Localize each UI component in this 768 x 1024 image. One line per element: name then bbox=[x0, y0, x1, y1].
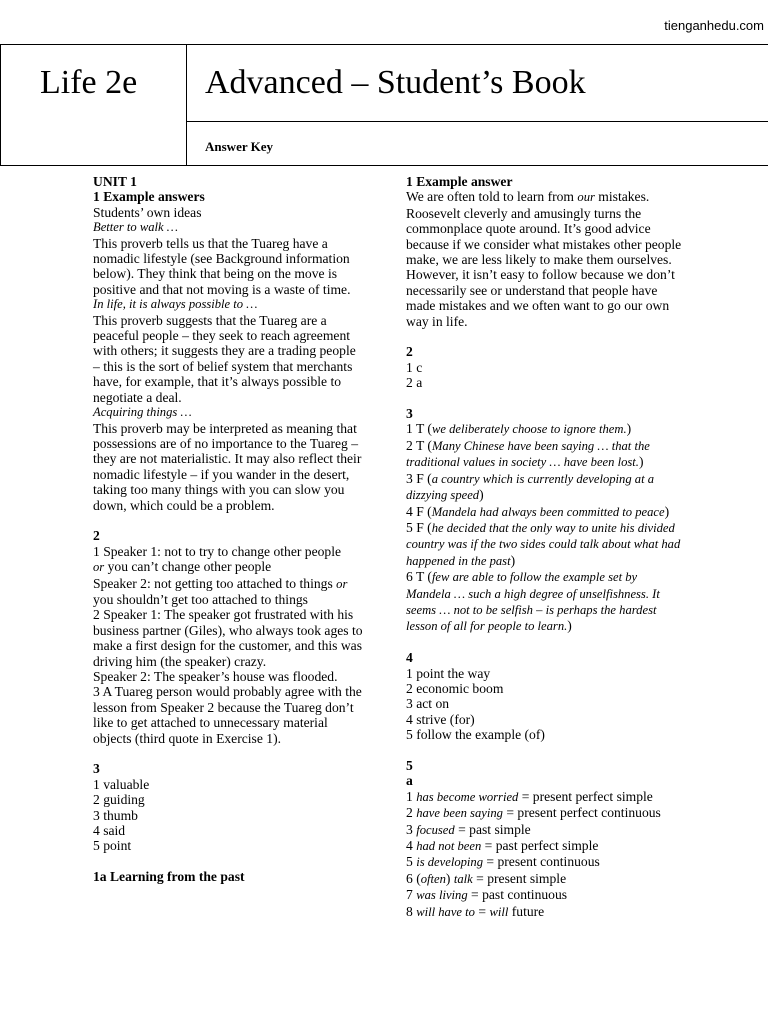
list-item: 1 c bbox=[406, 359, 423, 375]
answer-key-label: Answer Key bbox=[205, 139, 274, 154]
list-item: 5 is developing = present continuous bbox=[406, 854, 600, 870]
list-item: 5 follow the example (of) bbox=[406, 727, 545, 743]
list-item: 1 has become worried = present perfect simple bbox=[406, 788, 653, 804]
answer-text: 1 Speaker 1: not to try to change other people or you can’t change other people bbox=[93, 543, 342, 575]
header-table bbox=[0, 44, 768, 166]
list-item: 6 T (few are able to follow the example set by Mandela … such a high degree of unselfishness. It seems … not to be selfish – is perhaps the hardest lesson of all for people to learn.) bbox=[406, 569, 660, 634]
list-item: 2 a bbox=[406, 375, 423, 391]
list-item: 3 focused = past simple bbox=[406, 821, 531, 837]
site-watermark: tienganhedu.com bbox=[664, 18, 764, 33]
right-column bbox=[406, 174, 682, 920]
exercise-heading: 3 bbox=[93, 761, 100, 777]
list-item: 8 will have to = will future bbox=[406, 903, 545, 919]
answer-paragraph: This proverb may be interpreted as meaning that possessions are of no importance to the Tuareg – they are not materialistic. It may also reflect their nomadic lifestyle – if you wander in the desert, taking too many things with you can slow you down, which could be a problem. bbox=[93, 420, 362, 513]
exercise-heading: 4 bbox=[406, 650, 413, 666]
answer-paragraph: This proverb tells us that the Tuareg have a nomadic lifestyle (see Background information below). They think that being on the move is positive and that not moving is a waste of time. bbox=[93, 235, 351, 297]
exercise-heading: 1 Example answers bbox=[93, 189, 205, 205]
exercise-heading: 5 bbox=[406, 757, 413, 773]
answer-paragraph: This proverb suggests that the Tuareg are a peaceful people – they seek to reach agreement with others; it suggests they are a trading people – this is the sort of belief system that merchants have, for example, that it’s always possible to negotiate a deal. bbox=[93, 312, 356, 405]
list-item: 2 T (Many Chinese have been saying … that the traditional values in society … have been lost.) bbox=[406, 437, 650, 470]
header-divider-vertical bbox=[186, 45, 187, 165]
answer-text: Speaker 2: not getting too attached to things or you shouldn’t get too attached to things bbox=[93, 575, 348, 607]
list-item: 7 was living = past continuous bbox=[406, 887, 568, 903]
list-item: 4 F (Mandela had always been committed to peace) bbox=[406, 503, 670, 519]
answer-text: Speaker 2: The speaker’s house was flooded. bbox=[93, 668, 338, 684]
list-item: 2 guiding bbox=[93, 792, 145, 808]
proverb-quote: Acquiring things … bbox=[93, 405, 192, 420]
exercise-subheading: a bbox=[406, 773, 413, 789]
list-item: 2 economic boom bbox=[406, 680, 504, 696]
course-title: Life 2e bbox=[40, 64, 138, 101]
book-title: Advanced – Student’s Book bbox=[205, 64, 586, 101]
proverb-quote: In life, it is always possible to … bbox=[93, 297, 258, 312]
unit-heading: UNIT 1 bbox=[93, 174, 137, 189]
list-item: 1 T (we deliberately choose to ignore them.) bbox=[406, 421, 632, 437]
exercise-heading: 1 Example answer bbox=[406, 174, 513, 189]
list-item: 4 said bbox=[93, 823, 126, 839]
list-item: 3 F (a country which is currently developing at a dizzying speed) bbox=[406, 470, 655, 503]
answer-text: Students’ own ideas bbox=[93, 204, 202, 220]
proverb-quote: Better to walk … bbox=[93, 220, 178, 235]
list-item: 3 thumb bbox=[93, 807, 138, 823]
list-item: 6 (often) talk = present simple bbox=[406, 870, 567, 886]
answer-paragraph: We are often told to learn from our mistakes. Roosevelt cleverly and amusingly turns the commonplace quote around. It’s good advice because if we consider what mistakes other people make, we are less likely to make them ourselves. However, it isn’t easy to follow because we don’t necessarily see or understand that people have made mistakes and we often want to go our own way in life. bbox=[406, 189, 682, 329]
left-column bbox=[93, 174, 365, 885]
list-item: 1 point the way bbox=[406, 665, 491, 681]
list-item: 2 have been saying = present perfect continuous bbox=[406, 805, 661, 821]
exercise-heading: 2 bbox=[406, 344, 413, 360]
list-item: 5 F (he decided that the only way to unite his divided country was if the two sides could talk about what had happened in the past) bbox=[406, 519, 681, 568]
answer-text: 3 A Tuareg person would probably agree with the lesson from Speaker 2 because the Tuareg don’t like to get attached to unnecessary material objects (third quote in Exercise 1). bbox=[93, 684, 362, 746]
list-item: 3 act on bbox=[406, 696, 450, 712]
list-item: 4 strive (for) bbox=[406, 711, 475, 727]
exercise-heading: 3 bbox=[406, 406, 413, 422]
section-heading: 1a Learning from the past bbox=[93, 869, 245, 885]
list-item: 4 had not been = past perfect simple bbox=[406, 838, 599, 853]
header-left-border bbox=[0, 45, 1, 165]
header-divider-horizontal bbox=[186, 121, 768, 122]
exercise-heading: 2 bbox=[93, 528, 100, 544]
answer-text: 2 Speaker 1: The speaker got frustrated with his business partner (Giles), who always took ages to make a first design for the customer, and this was driving him (the speaker) crazy. bbox=[93, 607, 363, 669]
list-item: 1 valuable bbox=[93, 776, 150, 792]
list-item: 5 point bbox=[93, 838, 132, 854]
